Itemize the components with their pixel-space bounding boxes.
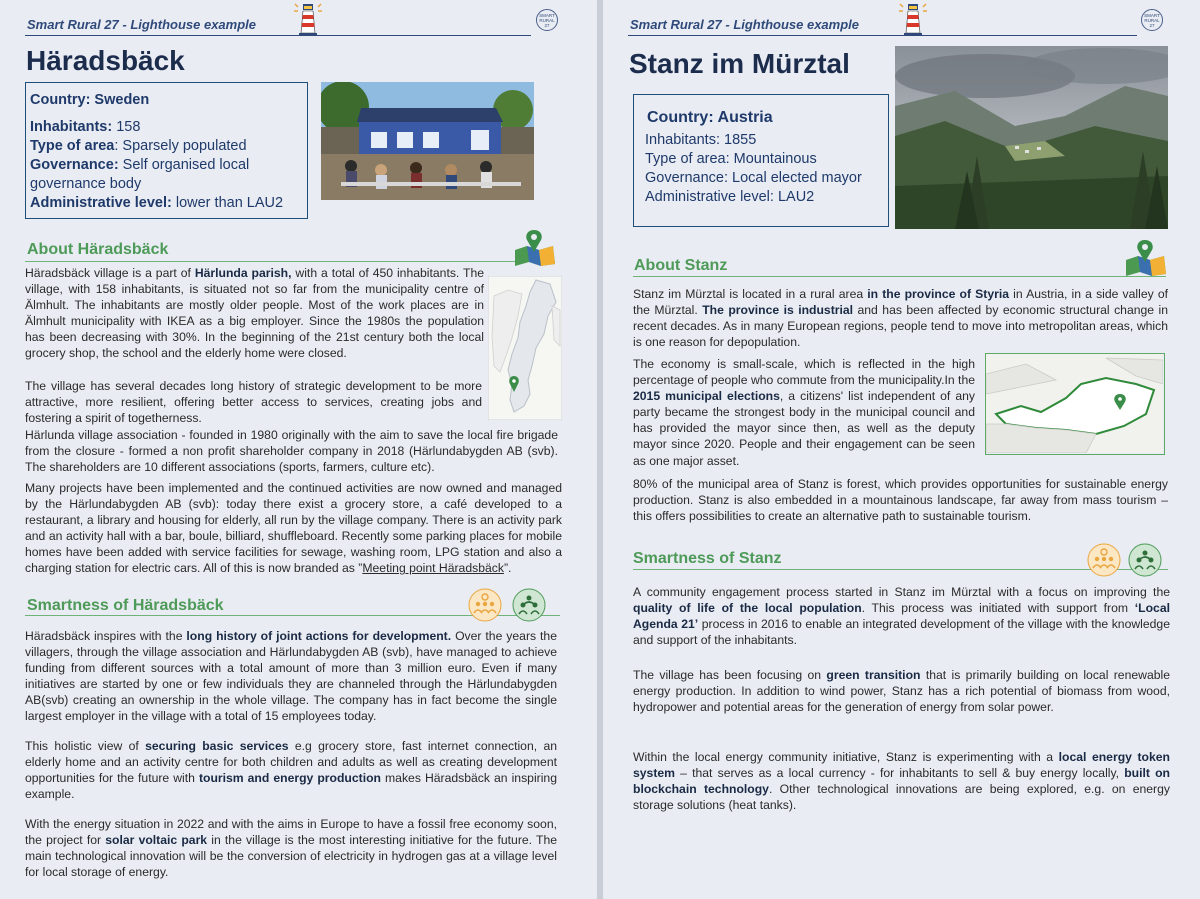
people-icon bbox=[468, 588, 502, 622]
map-pin-icon bbox=[1124, 238, 1168, 276]
country: Country: Sweden bbox=[30, 92, 150, 108]
admin-level: Administrative level: lower than LAU2 bbox=[30, 195, 284, 211]
header-rule bbox=[25, 35, 531, 36]
header-title: Smart Rural 27 - Lighthouse example bbox=[630, 17, 860, 32]
lighthouse-icon bbox=[294, 1, 322, 37]
section-rule bbox=[25, 261, 555, 262]
lighthouse-icon bbox=[899, 1, 927, 37]
info-box bbox=[633, 94, 889, 227]
admin-level: Administrative level: LAU2 bbox=[645, 189, 815, 205]
smartness-paragraph-3: With the energy situation in 2022 and with the aims in Europe to have a fossil free economy soon, the project for solar voltaic park in the village is the most interesting initiative for the future. The main technological innovation will be the conversion of electricity in hydrogen gas at a village level for local storage of energy. bbox=[25, 817, 558, 880]
section-heading-about: About Häradsbäck bbox=[27, 241, 169, 258]
valley-photo bbox=[895, 46, 1168, 229]
village-photo bbox=[321, 82, 534, 200]
smartness-paragraph-1: A community engagement process started in Stanz im Mürztal with a focus on improving the quality of life of the local population. This process was initiated with support from ‘Local Agenda 21’ process in 2016 to enable an integrated development of the village with the knowledge and support of the inhabitants. bbox=[633, 585, 1170, 648]
section-heading-smartness: Smartness of Stanz bbox=[633, 550, 782, 567]
smart-rural-logo: SMART RURAL 27 bbox=[1141, 9, 1163, 31]
community-icon bbox=[512, 588, 546, 622]
smart-rural-logo: SMART RURAL 27 bbox=[536, 9, 558, 31]
about-paragraph-3: 80% of the municipal area of Stanz is forest, which provides opportunities for sustainable energy production. Stanz is also embedded in a mountainous landscape, far away from mass tourism – this offers possibilities to create an alternative path to sustainable tourism. bbox=[633, 477, 1168, 524]
sweden-map bbox=[488, 276, 562, 420]
header-rule bbox=[628, 35, 1137, 36]
about-paragraph-2: The village has several decades long history of strategic development to be more attractive, more resilient, offering better access to services, creating jobs and fostering a spirit of togetherness. bbox=[25, 379, 482, 426]
austria-map bbox=[985, 353, 1165, 455]
page-haradsback bbox=[0, 0, 597, 899]
page-stanz bbox=[603, 0, 1200, 899]
smartness-paragraph-3: Within the local energy community initiative, Stanz is experimenting with a local energy token system – that serves as a local currency - for inhabitants to sell & buy energy locally, built on blockchain technology. Other technological innovations are being explored, e.g. on energy storage solutions (heat tanks). bbox=[633, 750, 1171, 813]
community-icon bbox=[1128, 543, 1162, 577]
governance: Governance: Local elected mayor bbox=[645, 170, 862, 186]
section-rule bbox=[633, 276, 1166, 277]
inhabitants: Inhabitants: 158 bbox=[30, 119, 141, 135]
about-paragraph-1: Stanz im Mürztal is located in a rural area in the province of Styria in Austria, in a side valley of the Mürztal. The province is industrial and has been affected by economic structural change in recent decades. As in many European regions, people tend to move into metropolitan areas, which is one reason for depopulation. bbox=[633, 287, 1168, 350]
info-box bbox=[25, 82, 308, 219]
area-type: Type of area: Mountainous bbox=[645, 151, 817, 167]
section-heading-smartness: Smartness of Häradsbäck bbox=[27, 597, 224, 614]
section-heading-about: About Stanz bbox=[634, 257, 728, 274]
country: Country: Austria bbox=[647, 109, 773, 126]
about-paragraph-3: Härlunda village association - founded in 1980 originally with the aim to save the local fire brigade from the closure - formed a non profit shareholder company in 2018 (Härlundabygden AB (svb). The shareholders are 10 different associations (sports, farmers, culture etc). bbox=[25, 428, 558, 475]
inhabitants: Inhabitants: 1855 bbox=[645, 132, 757, 148]
page-title: Stanz im Mürztal bbox=[629, 48, 850, 79]
smartness-paragraph-2: This holistic view of securing basic services e.g grocery store, fast internet connection, an elderly home and an activity centre for both children and adults as well as creating development opportunities for the future with tourism and energy production makes Häradsbäck an inspiring example. bbox=[25, 739, 557, 802]
smartness-paragraph-1: Häradsbäck inspires with the long history of joint actions for development. Over the years the villagers, through the village association and Härlundabygden AB (svb), have managed to achieve funding from different sources with a total amount of more than 3 million euro. Even if many initiatives are started by one or few individuals they are channeled through the Härlundabygden AB(svb) creating an ownership in the whole village. The company has in fact become the single largest employer in the village with a total of 15 employees today. bbox=[25, 629, 557, 724]
people-icon bbox=[1087, 543, 1121, 577]
governance: Governance: Self organised local governance body bbox=[30, 157, 250, 192]
header-title: Smart Rural 27 - Lighthouse example bbox=[27, 17, 257, 32]
about-paragraph-4: Many projects have been implemented and the continued activities are now owned and managed by the Härlundabygden AB (svb): today there exist a grocery store, a café developed to a restaurant, a library and housing for elderly, all run by the village company. There is an activity park and an activity hall with a bar, boule, billiard, shuffleboard. Recently some parking places for mobile homes have been added with service facilities for sewage, washing room, LPG station and also a charging station for electric cars. All of this is now branded as ”Meeting point Häradsbäck”. bbox=[25, 481, 562, 576]
smartness-paragraph-2: The village has been focusing on green transition that is primarily building on local renewable energy production. In addition to wind power, Stanz has a rich potential of biomass from wood, hydropower and potential areas for the generation of energy from solar power. bbox=[633, 668, 1170, 715]
page-title: Häradsbäck bbox=[26, 45, 185, 76]
about-paragraph-1: Häradsbäck village is a part of Härlunda parish, with a total of 450 inhabitants. The village, with 158 inhabitants, is situated not so far from the municipality centre of Älmhult. The inhabitants are mostly older people. Most of the work places are in Älmhult municipality with IKEA as a big employer. Since the 1980s the population has been decreasing with 30%. In the beginning of the 21st century both the local grocery shop, the school and the elderly home were closed. bbox=[25, 266, 485, 361]
area-type: Type of area: Sparsely populated bbox=[30, 138, 247, 154]
about-paragraph-2: The economy is small-scale, which is reflected in the high percentage of people who commute from the municipality.In the 2015 municipal elections, a citizens' list independent of any party became the strongest body in the municipal council and has provided the mayor since then, as well as the deputy mayor since 2020. People and their engagement can be seen as one major asset. bbox=[633, 357, 975, 468]
meeting-point-link[interactable]: Meeting point Häradsbäck bbox=[362, 561, 504, 576]
map-pin-icon bbox=[513, 228, 557, 266]
